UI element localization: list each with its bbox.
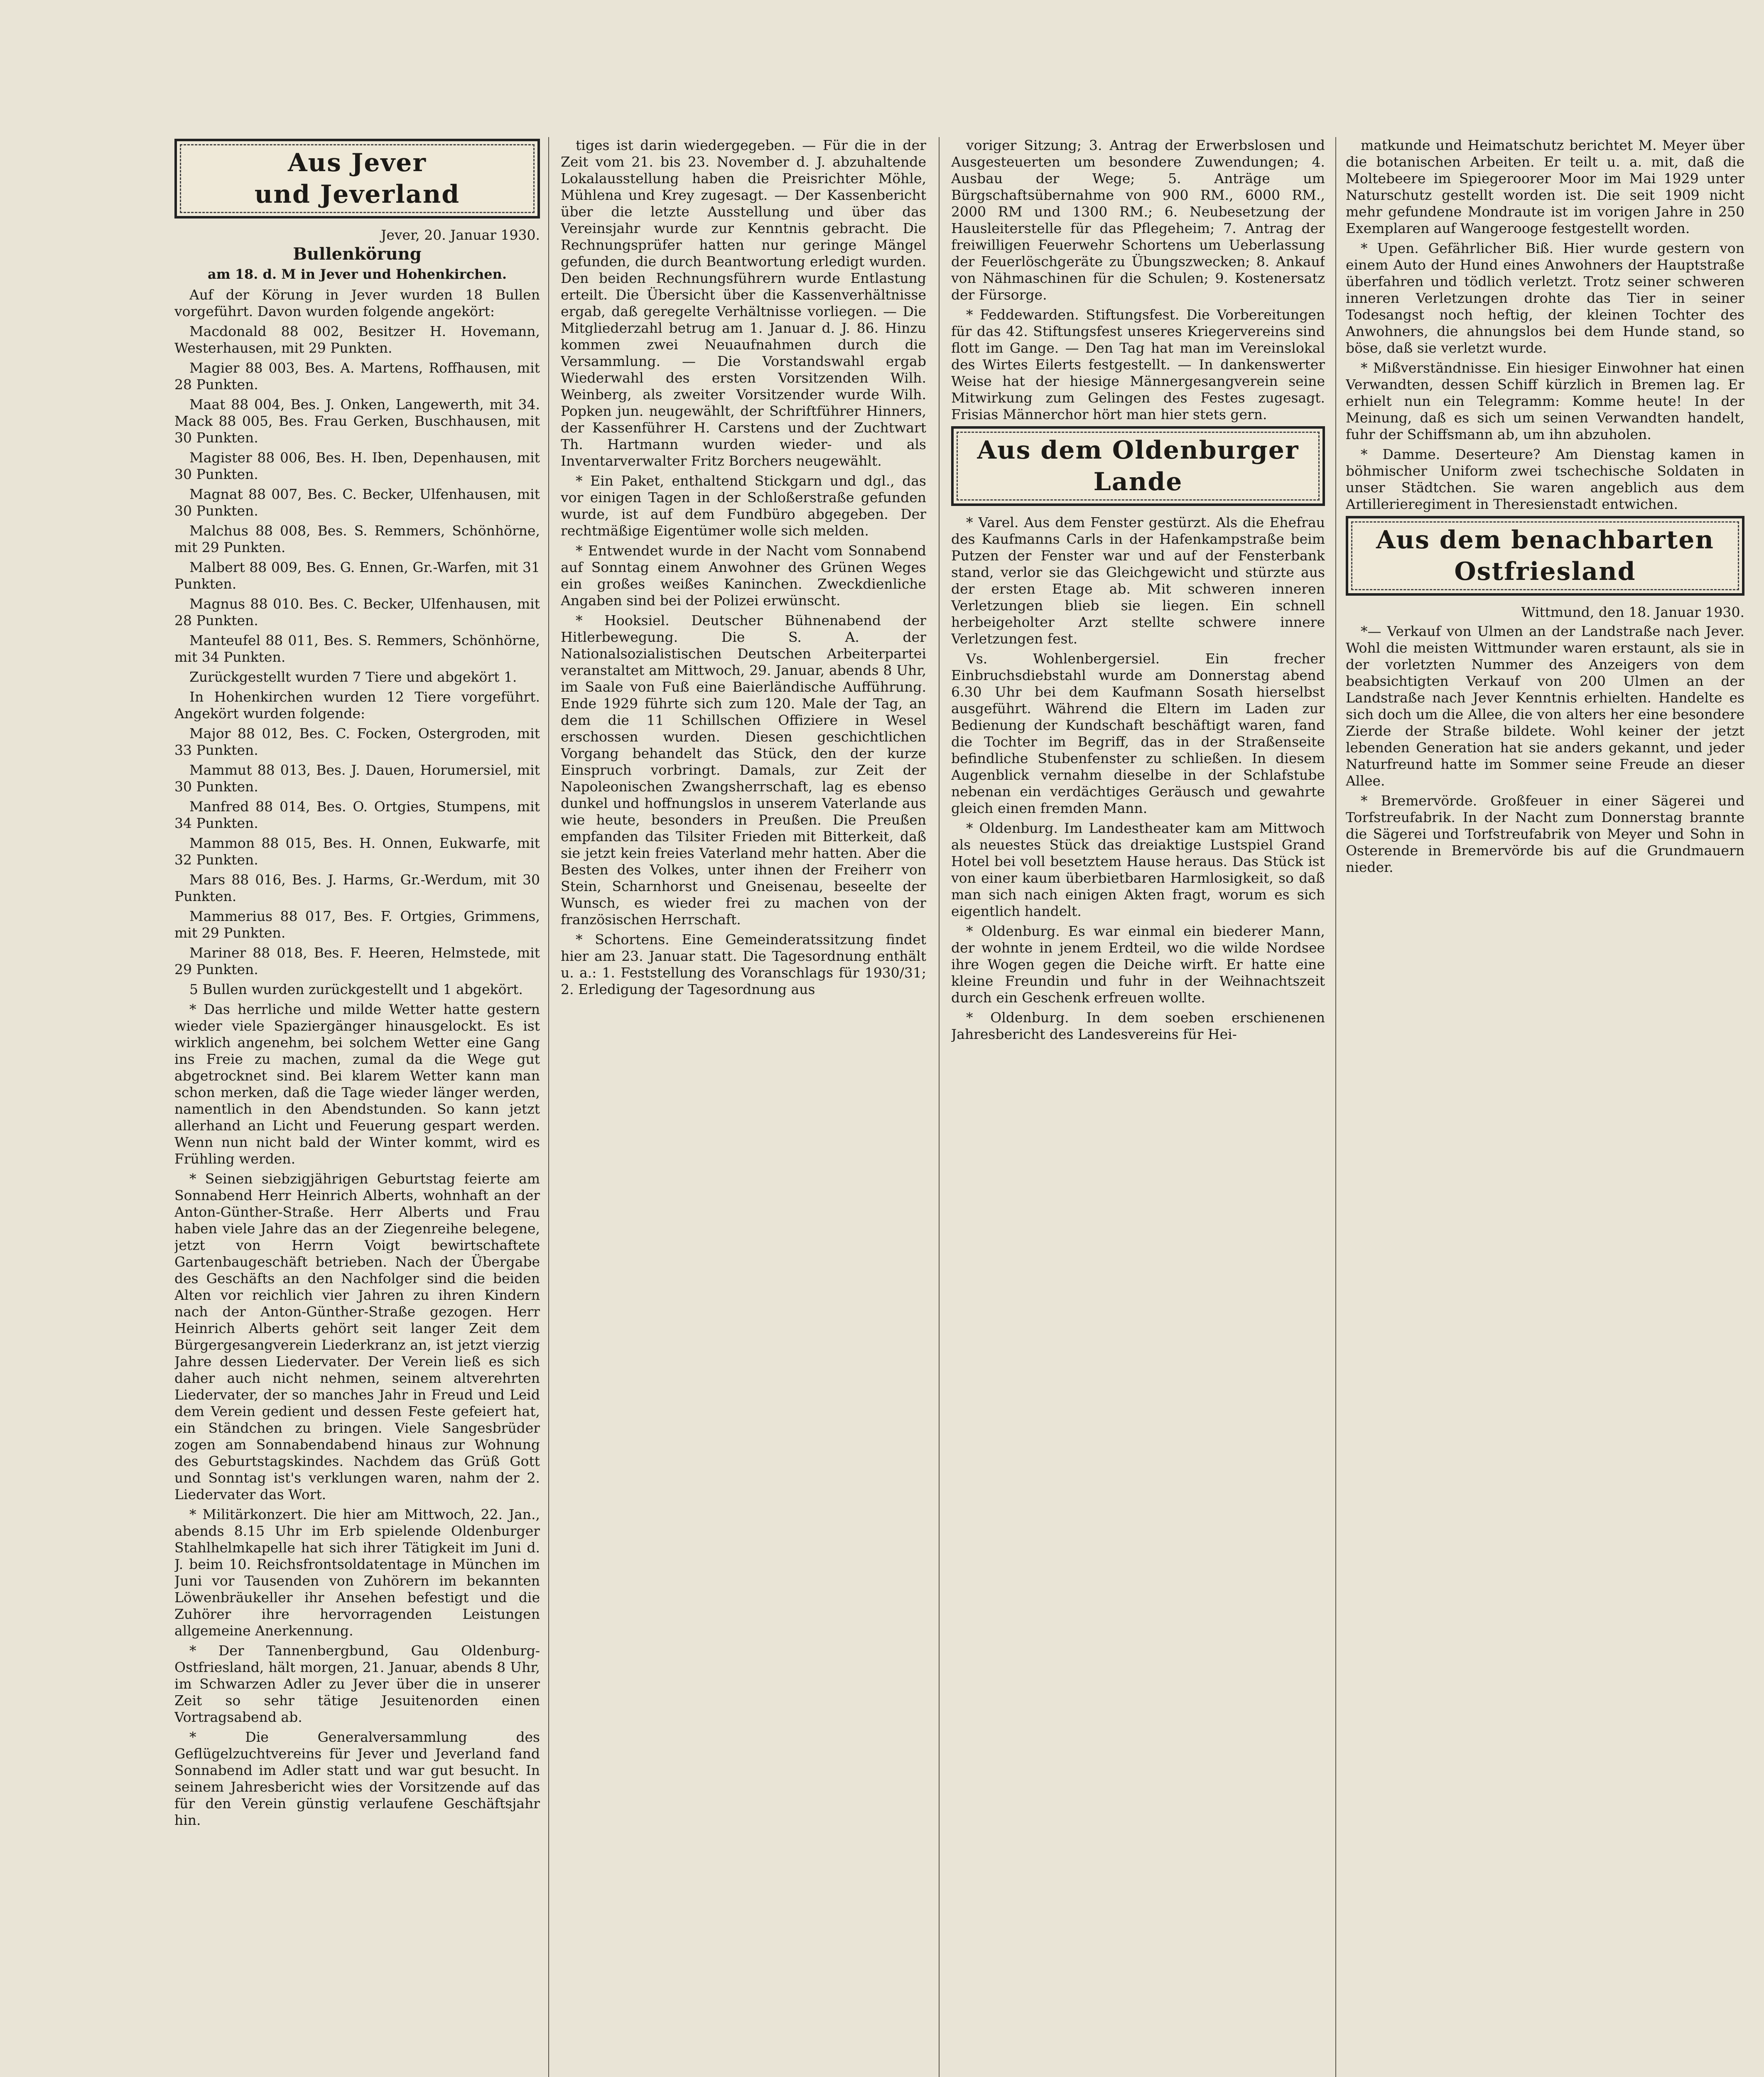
- paragraph: * Ein Paket, enthaltend Stickgarn und dgl., das vor einigen Tagen in der Schloßerstraße gefunden wurde, ist auf dem Fundbüro abgegeben. Der rechtmäßige Eigentümer wolle sich melden.: [561, 473, 926, 539]
- paragraph: 5 Bullen wurden zurückgestellt und 1 abgekört.: [189, 981, 523, 997]
- paragraph: voriger Sitzung; 3. Antrag der Erwerbslosen und Ausgesteuerten um besondere Zuwendungen; 4. Ausbau der Wege; 5. Anträge um Bürgschaftsübernahme von 900 RM., 6000 RM., 2000 RM und 1300 RM.; 6. Neubesetzung der Hausleiterstelle für das Pflegeheim; 7. Antrag der freiwilligen Feuerwehr Schortens um Ueberlassung der Feuerlöschgeräte zu Übungszwecken; 8. Ankauf von Nähmaschinen für die Schulen; 9. Kostenersatz der Fürsorge.: [951, 137, 1325, 303]
- paragraph: Mariner 88 018, Bes. F. Heeren, Helmstede, mit 29 Punkten.: [174, 945, 540, 977]
- article-subheading: am 18. d. M in Jever und Hohenkirchen.: [208, 266, 507, 282]
- paragraph: Major 88 012, Bes. C. Focken, Ostergroden, mit 33 Punkten.: [174, 725, 540, 758]
- column-3: [951, 137, 1325, 2077]
- paragraph: Magier 88 003, Bes. A. Martens, Roffhausen, mit 28 Punkten.: [174, 360, 540, 393]
- paragraph: * Seinen siebzigjährigen Geburtstag feierte am Sonnabend Herr Heinrich Alberts, wohnhaft an der Anton-Günther-Straße. Herr Alberts und Frau haben viele Jahre das an der Ziegenreihe belegene, jetzt von Herrn Voigt bewirtschaftete Gartenbaugeschäft betrieben. Nach der Übergabe des Geschäfts an den Nachfolger sind die beiden Alten vor reichlich vier Jahren zu ihren Kindern nach der Anton-Günther-Straße gezogen. Herr Heinrich Alberts gehört seit langer Zeit dem Bürgergesangverein Liederkranz an, ist jetzt vierzig Jahre dessen Liedervater. Der Verein ließ es sich daher auch nicht nehmen, seinem altverehrten Liedervater, der so manches Jahr in Freud und Leid dem Verein gedient und dessen Feste gefeiert hat, ein Ständchen zu bringen. Viele Sangesbrüder zogen am Sonnabendabend hinaus zur Wohnung des Geburtstagskindes. Nachdem das Grüß Gott und Sonntag ist's verklungen waren, nahm der 2. Liedervater das Wort.: [174, 1171, 540, 1503]
- paragraph: * Das herrliche und milde Wetter hatte gestern wieder viele Spaziergänger hinausgelockt. Es ist wirklich angenehm, bei solchem Wetter eine Gang ins Freie zu machen, zumal da die Wege gut abgetrocknet sind. Bei klarem Wetter kann man schon merken, daß die Tage wieder länger werden, namentlich in den Abendstunden. So kann jetzt allerhand an Licht und Feuerung gespart werden. Wenn nun nicht bald der Winter kommt, wird es Frühling werden.: [174, 1001, 540, 1167]
- column-2-text: [561, 137, 926, 998]
- section-banner-oldenburg: [951, 426, 1325, 506]
- paragraph: Mammerius 88 017, Bes. F. Ortgies, Grimmens, mit 29 Punkten.: [174, 908, 540, 941]
- paragraph: * Entwendet wurde in der Nacht vom Sonnabend auf Sonntag einem Anwohner des Grünen Weges ein großes weißes Kaninchen. Zweckdienliche Angaben sind bei der Polizei erwünscht.: [561, 543, 926, 609]
- paragraph: * Varel. Aus dem Fenster gestürzt. Als die Ehefrau des Kaufmanns Carls in der Hafenkampstraße beim Putzen der Fenster war und auf der Fensterbank stand, verlor sie das Gleichgewicht und stürzte aus der ersten Etage ab. Mit schweren inneren Verletzungen blieb sie liegen. Ein schnell herbeigeholter Arzt stellte schwere innere Verletzungen fest.: [951, 514, 1325, 647]
- paragraph: * Oldenburg. Es war einmal ein biederer Mann, der wohnte in jenem Erdteil, wo die wilde Nordsee ihre Wogen gegen die Deiche wirft. Er hatte eine kleine Freundin und fuhr in der Weihnachtszeit durch ein Geschenk erfreuen wollte.: [951, 923, 1325, 1006]
- paragraph: * Upen. Gefährlicher Biß. Hier wurde gestern von einem Auto der Hund eines Anwohners der Hauptstraße überfahren und tödlich verletzt. Trotz seiner schweren inneren Verletzungen drohte das Tier in seiner Todesangst noch heftig, der kleinen Tochter des Anwohners, die ahnungslos bei dem Hunde stand, so böse, daß sie verletzt wurde.: [1346, 240, 1744, 356]
- column-2: [561, 137, 926, 2077]
- column-1-text: [174, 287, 540, 1829]
- paragraph: Macdonald 88 002, Besitzer H. Hovemann, Westerhausen, mit 29 Punkten.: [174, 323, 540, 356]
- column-4-text: [1346, 137, 1744, 513]
- paragraph: * Oldenburg. Im Landestheater kam am Mittwoch als neuestes Stück das dreiaktige Lustspiel Grand Hotel bei voll besetztem Hause heraus. Das Stück ist von einer kaum überbietbaren Harmlosigkeit, so daß man sich nach einigen Akten fragt, worum es sich eigentlich handelt.: [951, 820, 1325, 919]
- paragraph: In Hohenkirchen wurden 12 Tiere vorgeführt. Angekört wurden folgende:: [174, 689, 540, 722]
- paragraph: * Bremervörde. Großfeuer in einer Sägerei und Torfstreufabrik. In der Nacht zum Donnerstag brannte die Sägerei und Torfstreufabrik von Meyer und Sohn in Osterende in Bremervörde bis auf die Grundmauern nieder.: [1346, 793, 1744, 875]
- paragraph: * Der Tannenbergbund, Gau Oldenburg-Ostfriesland, hält morgen, 21. Januar, abends 8 Uhr, im Schwarzen Adler zu Jever über die in unserer Zeit so sehr tätige Jesuitenorden einen Vortragsabend ab.: [174, 1642, 540, 1725]
- column-divider: [1335, 137, 1336, 2077]
- column-3-text-2: [951, 514, 1325, 1043]
- paragraph: Auf der Körung in Jever wurden 18 Bullen vorgeführt. Davon wurden folgende angekört:: [174, 287, 540, 319]
- paragraph: Mars 88 016, Bes. J. Harms, Gr.-Werdum, mit 30 Punkten.: [174, 872, 540, 904]
- paragraph: Mammut 88 013, Bes. J. Dauen, Horumersiel, mit 30 Punkten.: [174, 762, 540, 795]
- paragraph: * Hooksiel. Deutscher Bühnenabend der Hitlerbewegung. Die S. A. der Nationalsozialistischen Deutschen Arbeiterpartei veranstaltet am Mittwoch, 29. Januar, abends 8 Uhr, im Saale von Fuß eine Baierländische Aufführung. Ende 1929 führte sich zum 120. Male der Tag, an dem die 11 Schillschen Offiziere in Wesel erschossen wurden. Diesen geschichtlichen Vorgang behandelt das Stück, den der kurze Einspruch vorbringt. Damals, zur Zeit der Napoleonischen Zwangsherrschaft, lag es ebenso dunkel und hoffnungslos in unserem Vaterlande aus wie heute, besonders in Preußen. Die Preußen empfanden das Tilsiter Frieden mit Bitterkeit, daß sie jetzt kein freies Vaterland mehr hatten. Aber die Besten des Volkes, unter ihnen der Freiherr von Stein, Scharnhorst und Gneisenau, beseelte der Wunsch, es wieder frei zu machen von der französischen Herrschaft.: [561, 612, 926, 928]
- column-3-text: [951, 137, 1325, 423]
- banner-line-2: Ostfriesland: [1454, 557, 1636, 586]
- paragraph: Vs. Wohlenbergersiel. Ein frecher Einbruchsdiebstahl wurde am Donnerstag abend 6.30 Uhr bei dem Kaufmann Sosath hierselbst ausgeführt. Während die Eltern im Laden zur Bedienung der Kundschaft beschäftigt waren, fand die Tochter im Begriff, das in der Straßenseite befindliche Stubenfenster zu schließen. In diesem Augenblick vernahm dieselbe in der Schlafstube nebenan ein verdächtiges Geräusch und gewahrte gleich einen fremden Mann.: [951, 651, 1325, 816]
- banner-line-2: und Jeverland: [254, 180, 460, 209]
- column-divider: [548, 137, 549, 2077]
- paragraph: *— Verkauf von Ulmen an der Landstraße nach Jever. Wohl die meisten Wittmunder waren erstaunt, als sie in der vorletzten Nummer des Anzeigers von dem beabsichtigten Verkauf von 200 Ulmen an der Landstraße nach Jever Kenntnis erhielten. Handelte es sich doch um die Allee, die von alters her eine besondere Zierde der Straße bildete. Wohl keiner der jetzt lebenden Generation hat sie anders gekannt, und jeder Naturfreund hatte im Sommer seine Freude an dieser Allee.: [1346, 623, 1744, 789]
- paragraph: * Damme. Deserteure? Am Dienstag kamen in böhmischer Uniform zwei tschechische Soldaten in unser Städtchen. Sie waren angeblich aus dem Artillerieregiment in Theresienstadt entwichen.: [1346, 446, 1744, 512]
- paragraph: Malchus 88 008, Bes. S. Remmers, Schönhörne, mit 29 Punkten.: [174, 523, 540, 555]
- dateline: Jever, 20. Januar 1930.: [381, 227, 540, 243]
- paragraph: Magnus 88 010. Bes. C. Becker, Ulfenhausen, mit 28 Punkten.: [174, 596, 540, 629]
- paragraph: Maat 88 004, Bes. J. Onken, Langewerth, mit 34. Mack 88 005, Bes. Frau Gerken, Buschhausen, mit 30 Punkten.: [174, 396, 540, 446]
- column-divider: [939, 137, 940, 2077]
- banner-line-1: Aus dem Oldenburger: [977, 436, 1299, 465]
- banner-line-1: Aus dem benachbarten: [1376, 525, 1715, 555]
- column-1: [174, 137, 540, 2077]
- newspaper-page: [162, 125, 1753, 2077]
- paragraph: * Mißverständnisse. Ein hiesiger Einwohner hat einen Verwandten, dessen Schiff kürzlich in Bremen lag. Er erhielt nun ein Telegramm: Komme heute! In der Meinung, daß es sich um seinen Verwandten handelt, fuhr der Schiffsmann ab, um ihn abzuholen.: [1346, 360, 1744, 442]
- paragraph: tiges ist darin wiedergegeben. — Für die in der Zeit vom 21. bis 23. November d. J. abzuhaltende Lokalausstellung haben die Preisrichter Möhle, Mühlena und Krey zugesagt. — Der Kassenbericht über die letzte Ausstellung und über das Vereinsjahr wurde zur Kenntnis gebracht. Die Rechnungsprüfer hatten nur geringe Mängel gefunden, die durch Beantwortung erledigt wurden. Den beiden Rechnungsführern wurde Entlastung erteilt. Die Übersicht über die Kassenverhältnisse ergab, daß geregelte Verhältnisse vorliegen. — Die Mitgliederzahl betrug am 1. Januar d. J. 86. Hinzu kommen zwei Neuaufnahmen durch die Versammlung. — Die Vorstandswahl ergab Wiederwahl des ersten Vorsitzenden Wilh. Weinberg, als zweiter Vorsitzender wurde Wilh. Popken jun. neugewählt, der Schriftführer Hinners, der Kassenführer H. Carstens und der Zuchtwart Th. Hartmann wurden wieder- und als Inventarverwalter Fritz Borchers neugewählt.: [561, 137, 926, 469]
- paragraph: * Militärkonzert. Die hier am Mittwoch, 22. Jan., abends 8.15 Uhr im Erb spielende Oldenburger Stahlhelmkapelle hat sich ihrer Tätigkeit im Juni d. J. beim 10. Reichsfrontsoldatentage in München im Juni vor Tausenden von Zuhörern im bekannten Löwenbräukeller ihr Ansehen befestigt und die Zuhörer ihre hervorragenden Leistungen allgemeine Anerkennung.: [174, 1506, 540, 1639]
- banner-line-2: Lande: [1093, 467, 1183, 496]
- paragraph: matkunde und Heimatschutz berichtet M. Meyer über die botanischen Arbeiten. Er teilt u. a. mit, daß die Moltebeere im Spiegeroorer Moor im Mai 1929 unter Naturschutz gestellt worden ist. Die seit 1909 nicht mehr gefundene Mondraute ist im vorigen Jahre in 250 Exemplaren auf Wangerooge festgestellt worden.: [1346, 137, 1744, 236]
- paragraph: Manfred 88 014, Bes. O. Ortgies, Stumpens, mit 34 Punkten.: [174, 798, 540, 831]
- paragraph: Magnat 88 007, Bes. C. Becker, Ulfenhausen, mit 30 Punkten.: [174, 486, 540, 519]
- section-banner-ostfriesland: [1346, 516, 1744, 596]
- article-heading: Bullenkörung: [293, 244, 422, 264]
- paragraph: Malbert 88 009, Bes. G. Ennen, Gr.-Warfen, mit 31 Punkten.: [174, 559, 540, 592]
- dateline: Wittmund, den 18. Januar 1930.: [1521, 604, 1744, 620]
- section-banner-jever: [174, 139, 540, 219]
- paragraph: Mammon 88 015, Bes. H. Onnen, Eukwarfe, mit 32 Punkten.: [174, 835, 540, 868]
- paragraph: * Feddewarden. Stiftungsfest. Die Vorbereitungen für das 42. Stiftungsfest unseres Kriegervereins sind flott im Gange. — Den Tag hat man im Vereinslokal des Wirtes Eilerts festgestellt. — In dankenswerter Weise hat der hiesige Männergesangverein seine Mitwirkung zum Gelingen des Festes zugesagt. Frisias Männerchor hört man hier stets gern.: [951, 307, 1325, 422]
- paragraph: * Oldenburg. In dem soeben erschienenen Jahresbericht des Landesvereins für Hei-: [951, 1009, 1325, 1042]
- paragraph: * Schortens. Eine Gemeinderatssitzung findet hier am 23. Januar statt. Die Tagesordnung enthält u. a.: 1. Feststellung des Voranschlags für 1930/31; 2. Erledigung der Tagesordnung aus: [561, 931, 926, 997]
- paragraph: Manteufel 88 011, Bes. S. Remmers, Schönhörne, mit 34 Punkten.: [174, 632, 540, 665]
- paragraph: Zurückgestellt wurden 7 Tiere und abgekört 1.: [189, 669, 517, 685]
- paragraph: * Die Generalversammlung des Geflügelzuchtvereins für Jever und Jeverland fand Sonnabend im Adler statt und war gut besucht. In seinem Jahresbericht wies der Vorsitzende auf das für den Verein günstig verlaufene Geschäftsjahr hin.: [174, 1729, 540, 1828]
- paragraph: Magister 88 006, Bes. H. Iben, Depenhausen, mit 30 Punkten.: [174, 449, 540, 482]
- column-4: [1346, 137, 1744, 2077]
- column-4-text-2: [1346, 623, 1744, 876]
- banner-line-1: Aus Jever: [287, 148, 427, 177]
